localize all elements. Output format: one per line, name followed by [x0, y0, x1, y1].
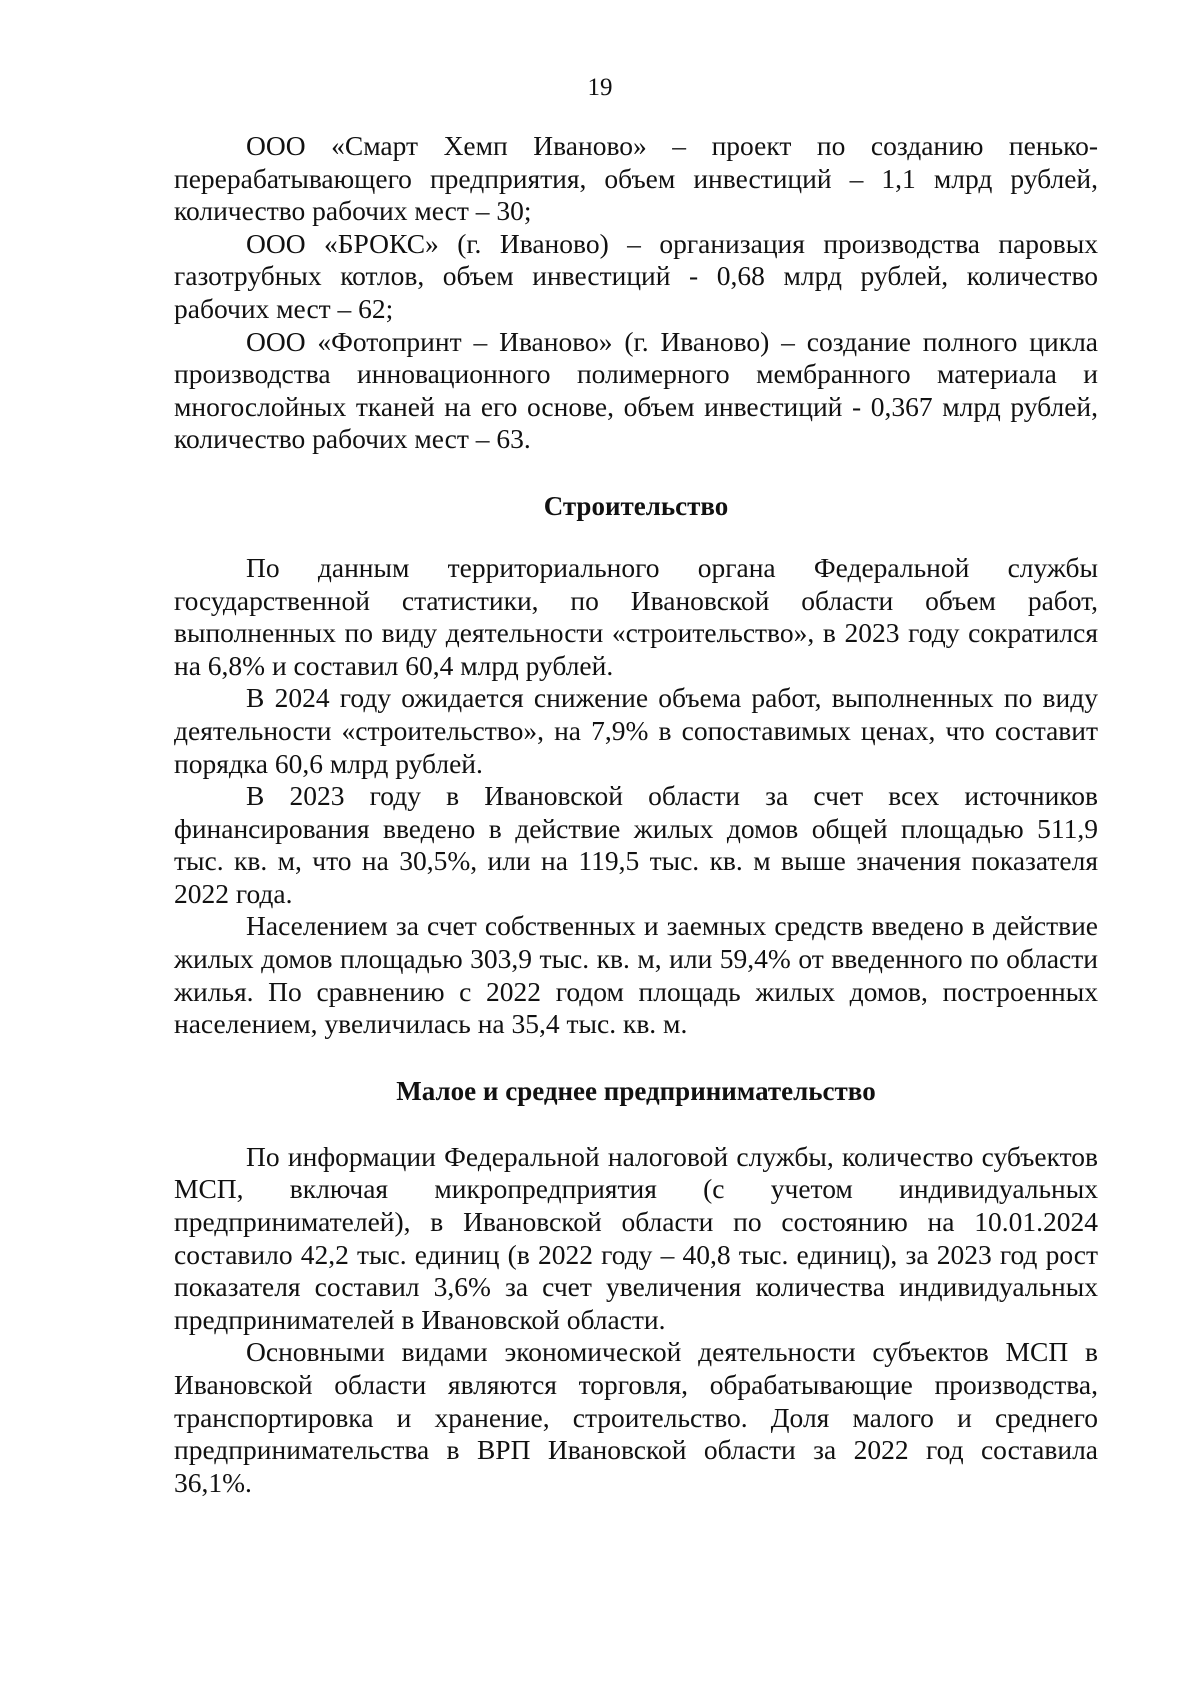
- document-body: [174, 130, 1098, 1499]
- msp-paragraph-count: По информации Федеральной налоговой службы, количество субъектов МСП, включая микропредприятия (с учетом индивидуальных предпринимателей), в Ивановской области по состоянию на 10.01.2024 составило 42,2 тыс. единиц (в 2022 году – 40,8 тыс. единиц), за 2023 год рост показателя составил 3,6% за счет увеличения количества индивидуальных предпринимателей в Ивановской области.: [174, 1140, 1098, 1335]
- construction-paragraph-housing-total: В 2023 году в Ивановской области за счет всех источников финансирования введено в действие жилых домов общей площадью 511,9 тыс. кв. м, что на 30,5%, или на 119,5 тыс. кв. м выше значения показателя 2022 года.: [174, 780, 1098, 909]
- investment-paragraph-fotoprint: ООО «Фотопринт – Иваново» (г. Иваново) – создание полного цикла производства инновационного полимерного мембранного материала и многослойных тканей на его основе, объем инвестиций - 0,367 млрд рублей, количество рабочих мест – 63.: [174, 325, 1098, 455]
- section-heading-msp: Малое и среднее предпринимательство: [396, 1075, 876, 1106]
- construction-paragraph-volume-2023: По данным территориального органа Федеральной службы государственной статистики, по Ивановской области объем работ, выполненных по виду деятельности «строительство», в 2023 году сократился на 6,8% и составил 60,4 млрд рублей.: [174, 551, 1098, 681]
- construction-paragraph-forecast-2024: В 2024 году ожидается снижение объема работ, выполненных по виду деятельности «строительство», на 7,9% в сопоставимых ценах, что составит порядка 60,6 млрд рублей.: [174, 682, 1098, 779]
- section-heading-construction: Строительство: [543, 490, 729, 521]
- msp-paragraph-activities: Основными видами экономической деятельности субъектов МСП в Ивановской области являются торговля, обрабатывающие производства, транспортировка и хранение, строительство. Доля малого и среднего предпринимательства в ВРП Ивановской области за 2022 год составила 36,1%.: [174, 1336, 1098, 1498]
- page-number: 19: [587, 74, 613, 101]
- investment-paragraph-broks: ООО «БРОКС» (г. Иваново) – организация производства паровых газотрубных котлов, объем инвестиций - 0,68 млрд рублей, количество рабочих мест – 62;: [174, 227, 1098, 324]
- construction-paragraph-housing-population: Населением за счет собственных и заемных средств введено в действие жилых домов площадью 303,9 тыс. кв. м, или 59,4% от введенного по области жилья. По сравнению с 2022 годом площадь жилых домов, построенных населением, увеличилась на 35,4 тыс. кв. м.: [174, 910, 1098, 1040]
- investment-paragraph-smart-hemp: ООО «Смарт Хемп Иваново» – проект по созданию пенько-перерабатывающего предприятия, объем инвестиций – 1,1 млрд рублей, количество рабочих мест – 30;: [174, 130, 1098, 227]
